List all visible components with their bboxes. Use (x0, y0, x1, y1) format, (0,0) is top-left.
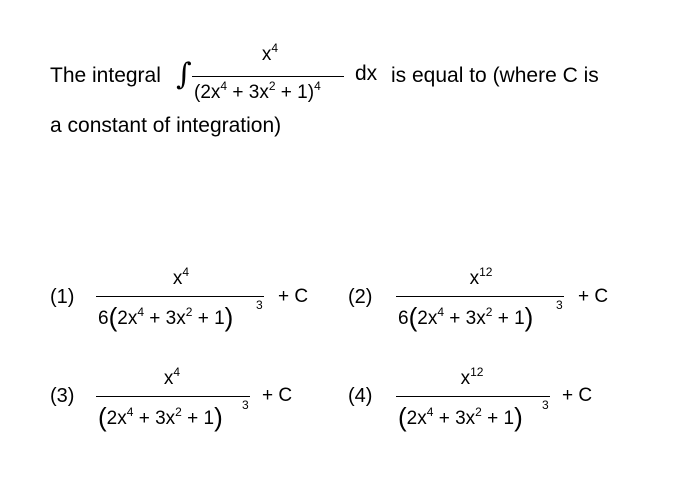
option-1-label: (1) (50, 286, 75, 308)
integrand-denominator-part2: + 3x (227, 82, 269, 103)
option-2-open-paren: ( (408, 302, 418, 332)
option-3-numerator-exponent: 4 (173, 365, 181, 379)
option-4-term-c: + 1 (481, 408, 515, 429)
option-2-term-a: 2x (417, 308, 438, 329)
option-2-fraction-bar (396, 296, 564, 297)
integrand-denominator-part1: (2x (194, 82, 221, 103)
option-4-plus-c: + C (562, 385, 593, 406)
option-3-term-c: + 1 (181, 408, 215, 429)
option-2-term-c: + 1 (492, 308, 525, 329)
option-4-numerator-base: x (460, 368, 471, 389)
integrand-fraction-bar (192, 76, 344, 77)
integrand-denominator-part3: + 1) (275, 82, 315, 103)
option-1-numerator (96, 265, 266, 290)
integral-sign: ∫ (176, 57, 192, 92)
option-1-term-a: 2x (117, 308, 138, 329)
option-4-label: (4) (348, 385, 373, 407)
option-3-numerator (96, 365, 248, 390)
option-1-fraction (96, 264, 286, 344)
option-1-term-c: + 1 (192, 308, 225, 329)
option-4-term-a-exp: 4 (426, 405, 434, 419)
option-2-term-b: + 3x (444, 308, 486, 329)
option-4-term-b-exp: 2 (475, 405, 482, 419)
option-2-numerator (396, 265, 566, 290)
option-3-close-paren: ) (214, 402, 223, 432)
option-2-numerator-base: x (469, 268, 480, 289)
question-suffix-line1: is equal to (where C is (391, 64, 599, 87)
option-1-open-paren: ( (108, 302, 118, 332)
option-3-term-a-exp: 4 (126, 405, 134, 419)
option-2-plus-c: + C (578, 286, 609, 307)
option-3-plus-c: + C (262, 385, 293, 406)
option-3-label: (3) (50, 385, 75, 407)
option-4-close-paren: ) (514, 402, 523, 432)
differential: dx (355, 62, 378, 85)
option-4-numerator (396, 365, 548, 390)
option-2-close-paren: ) (524, 302, 534, 332)
integrand-denominator-power: 4 (314, 79, 321, 93)
option-1-denominator (98, 304, 233, 330)
option-2-term-a-exp: 4 (437, 305, 445, 319)
option-4-numerator-exponent: 12 (470, 365, 484, 379)
integrand-fraction (190, 41, 350, 108)
option-1-plus-c: + C (278, 286, 309, 307)
option-3-open-paren: ( (98, 402, 107, 432)
option-3-term-a: 2x (106, 408, 127, 429)
option-2-numerator-exponent: 12 (479, 265, 493, 279)
option-1-term-b: + 3x (144, 308, 186, 329)
option-4-denominator (398, 404, 523, 430)
integrand-numerator-exponent: 4 (271, 41, 279, 55)
question-prefix: The integral (50, 64, 161, 87)
integrand-numerator (190, 41, 350, 66)
option-3-term-b-exp: 2 (175, 405, 182, 419)
option-2-denominator (398, 304, 533, 330)
option-1-power: 3 (256, 298, 263, 312)
option-1-close-paren: ) (224, 302, 234, 332)
integrand-denominator-exp1: 4 (220, 79, 228, 93)
option-2-power: 3 (556, 298, 563, 312)
option-3-denominator (98, 404, 223, 430)
option-1-numerator-exponent: 4 (182, 265, 190, 279)
option-4-fraction (396, 364, 566, 444)
option-3-fraction (96, 364, 266, 444)
option-4-open-paren: ( (398, 402, 407, 432)
option-1-term-a-exp: 4 (137, 305, 145, 319)
option-4-fraction-bar (396, 396, 550, 397)
option-4-power: 3 (542, 398, 549, 412)
option-4-term-a: 2x (406, 408, 427, 429)
option-3-power: 3 (242, 398, 249, 412)
integrand-numerator-base: x (261, 44, 272, 65)
option-2-term-b-exp: 2 (485, 305, 493, 319)
question-suffix-line2: a constant of integration) (50, 114, 282, 137)
option-1-numerator-base: x (172, 268, 183, 289)
option-1-coefficient: 6 (98, 308, 109, 329)
option-4-term-b: + 3x (433, 408, 476, 429)
integrand-denominator-exp2: 2 (268, 79, 276, 93)
option-3-numerator-base: x (163, 368, 174, 389)
option-2-label: (2) (348, 286, 373, 308)
option-1-fraction-bar (96, 296, 264, 297)
option-1-term-b-exp: 2 (185, 305, 193, 319)
option-3-fraction-bar (96, 396, 250, 397)
option-2-fraction (396, 264, 586, 344)
option-3-term-b: + 3x (133, 408, 176, 429)
integrand-denominator (194, 79, 321, 104)
option-2-coefficient: 6 (398, 308, 409, 329)
